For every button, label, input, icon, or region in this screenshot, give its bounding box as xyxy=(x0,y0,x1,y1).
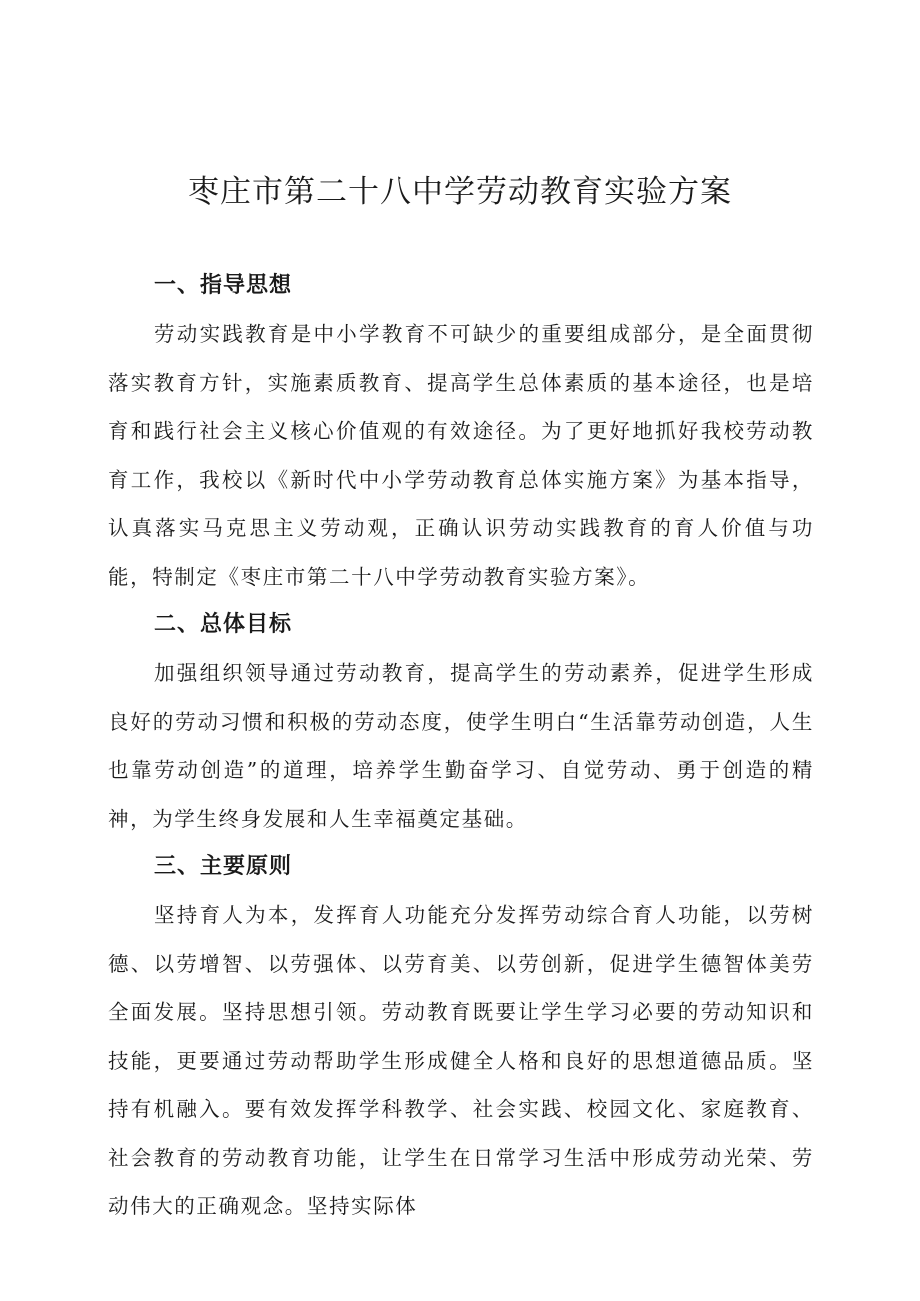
section-heading: 三、主要原则 xyxy=(154,854,293,879)
document-title: 枣庄市第二十八中学劳动教育实验方案 xyxy=(188,174,732,210)
section-paragraph: 坚持育人为本，发挥育人功能充分发挥劳动综合育人功能，以劳树德、以劳增智、以劳强体、以劳育美、以劳创新，促进学生德智体美劳全面发展。坚持思想引领。劳动教育既要让学生学习必要的劳动知识和技能，更要通过劳动帮助学生形成健全人格和良好的思想道德品质。坚持有机融入。要有效发挥学科教学、社会实践、校园文化、家庭教育、社会教育的劳动教育功能，让学生在日常学习生活中形成劳动光荣、劳动伟大的正确观念。坚持实际体 xyxy=(108,903,814,1218)
section-main-principles xyxy=(108,843,814,1231)
section-heading: 二、总体目标 xyxy=(154,612,293,637)
section-overall-goals xyxy=(108,601,814,843)
section-guiding-ideology xyxy=(108,262,814,601)
document-body xyxy=(108,262,814,1231)
section-paragraph: 加强组织领导通过劳动教育，提高学生的劳动素养，促进学生形成良好的劳动习惯和积极的劳动态度，使学生明白“生活靠劳动创造，人生也靠劳动创造”的道理，培养学生勤奋学习、自觉劳动、勇于创造的精神，为学生终身发展和人生幸福奠定基础。 xyxy=(108,661,814,831)
section-heading: 一、指导思想 xyxy=(154,273,293,298)
section-paragraph: 劳动实践教育是中小学教育不可缺少的重要组成部分，是全面贯彻落实教育方针，实施素质教育、提高学生总体素质的基本途径，也是培育和践行社会主义核心价值观的有效途径。为了更好地抓好我校劳动教育工作，我校以《新时代中小学劳动教育总体实施方案》为基本指导，认真落实马克思主义劳动观，正确认识劳动实践教育的育人价值与功能，特制定《枣庄市第二十八中学劳动教育实验方案》。 xyxy=(108,322,814,589)
